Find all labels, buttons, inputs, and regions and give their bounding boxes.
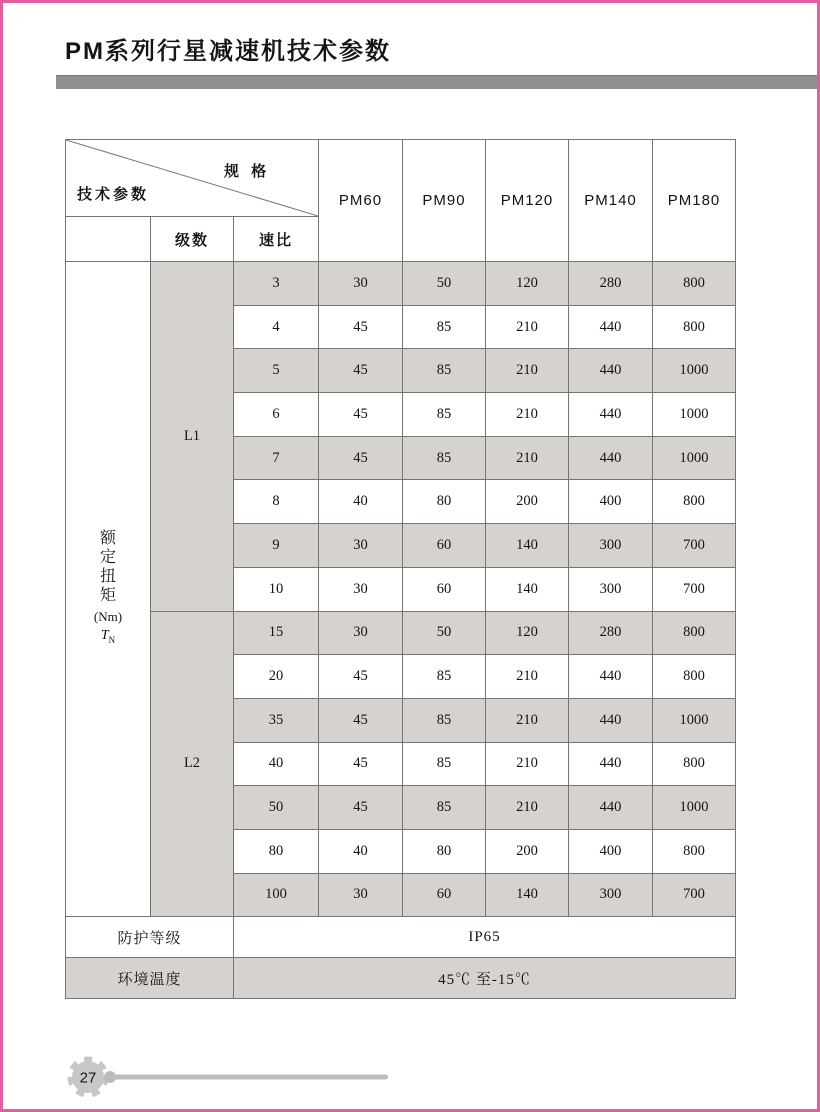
torque-value-cell: 210 <box>486 698 569 742</box>
torque-value-cell: 440 <box>569 786 653 830</box>
torque-value-cell: 210 <box>486 786 569 830</box>
torque-value-cell: 30 <box>319 567 403 611</box>
torque-value-cell: 45 <box>319 698 403 742</box>
summary-label-cell: 环境温度 <box>66 958 234 999</box>
torque-value-cell: 140 <box>486 873 569 917</box>
torque-value-cell: 440 <box>569 698 653 742</box>
spec-table-head <box>66 140 736 262</box>
footer-line <box>110 1075 388 1080</box>
torque-value-cell: 40 <box>319 480 403 524</box>
torque-value-cell: 210 <box>486 305 569 349</box>
torque-value-cell: 800 <box>653 611 736 655</box>
spec-table-body <box>66 262 736 999</box>
torque-value-cell: 50 <box>403 611 486 655</box>
torque-value-cell: 85 <box>403 655 486 699</box>
torque-value-cell: 700 <box>653 873 736 917</box>
ratio-cell: 10 <box>234 567 319 611</box>
torque-value-cell: 60 <box>403 567 486 611</box>
torque-value-cell: 210 <box>486 393 569 437</box>
torque-value-cell: 210 <box>486 655 569 699</box>
torque-value-cell: 800 <box>653 480 736 524</box>
torque-value-cell: 45 <box>319 742 403 786</box>
torque-value-cell: 400 <box>569 829 653 873</box>
torque-value-cell: 800 <box>653 655 736 699</box>
torque-value-cell: 300 <box>569 524 653 568</box>
diagonal-line <box>66 140 318 216</box>
header-row-1 <box>66 140 736 217</box>
summary-label-cell: 防护等级 <box>66 917 234 958</box>
spec-table <box>65 139 736 999</box>
torque-value-cell: 30 <box>319 262 403 306</box>
ratio-cell: 8 <box>234 480 319 524</box>
torque-value-cell: 30 <box>319 524 403 568</box>
model-column-header: PM120 <box>486 140 569 262</box>
torque-value-cell: 60 <box>403 873 486 917</box>
torque-value-cell: 80 <box>403 829 486 873</box>
torque-value-cell: 700 <box>653 567 736 611</box>
diagonal-header-cell <box>66 140 319 217</box>
torque-value-cell: 440 <box>569 305 653 349</box>
param-header-label: 技术参数 <box>77 186 150 203</box>
stage-header-cell: 级数 <box>151 217 234 262</box>
torque-value-cell: 280 <box>569 611 653 655</box>
torque-value-cell: 700 <box>653 524 736 568</box>
summary-value-cell: IP65 <box>234 917 736 958</box>
torque-value-cell: 200 <box>486 480 569 524</box>
torque-value-cell: 45 <box>319 393 403 437</box>
ratio-cell: 50 <box>234 786 319 830</box>
torque-value-cell: 50 <box>403 262 486 306</box>
torque-value-cell: 300 <box>569 873 653 917</box>
stage-group-cell: L2 <box>151 611 234 917</box>
torque-value-cell: 1000 <box>653 393 736 437</box>
torque-value-cell: 85 <box>403 436 486 480</box>
summary-value-cell: 45℃ 至-15℃ <box>234 958 736 999</box>
spec-header-label: 规 格 <box>224 163 271 180</box>
ratio-cell: 15 <box>234 611 319 655</box>
torque-value-cell: 800 <box>653 262 736 306</box>
title-underline-bar <box>56 75 817 89</box>
model-column-header: PM90 <box>403 140 486 262</box>
page-title: PM系列行星减速机技术参数 <box>65 38 391 65</box>
torque-value-cell: 800 <box>653 305 736 349</box>
torque-value-cell: 60 <box>403 524 486 568</box>
torque-value-cell: 45 <box>319 436 403 480</box>
torque-value-cell: 85 <box>403 349 486 393</box>
ratio-cell: 3 <box>234 262 319 306</box>
ratio-cell: 100 <box>234 873 319 917</box>
torque-value-cell: 1000 <box>653 349 736 393</box>
torque-value-cell: 440 <box>569 742 653 786</box>
torque-value-cell: 30 <box>319 873 403 917</box>
torque-value-cell: 440 <box>569 436 653 480</box>
ratio-cell: 5 <box>234 349 319 393</box>
torque-value-cell: 80 <box>403 480 486 524</box>
torque-value-cell: 140 <box>486 524 569 568</box>
torque-value-cell: 440 <box>569 349 653 393</box>
ratio-cell: 4 <box>234 305 319 349</box>
torque-value-cell: 1000 <box>653 786 736 830</box>
torque-value-cell: 210 <box>486 436 569 480</box>
page-number: 27 <box>79 1069 97 1087</box>
torque-value-cell: 440 <box>569 655 653 699</box>
page-footer <box>53 1043 473 1107</box>
stage-group-cell: L1 <box>151 262 234 612</box>
torque-value-cell: 120 <box>486 611 569 655</box>
torque-value-cell: 140 <box>486 567 569 611</box>
torque-value-cell: 45 <box>319 349 403 393</box>
torque-value-cell: 300 <box>569 567 653 611</box>
summary-row <box>66 958 736 999</box>
torque-value-cell: 800 <box>653 829 736 873</box>
ratio-cell: 7 <box>234 436 319 480</box>
model-column-header: PM140 <box>569 140 653 262</box>
torque-value-cell: 1000 <box>653 436 736 480</box>
torque-value-cell: 440 <box>569 393 653 437</box>
model-column-header: PM180 <box>653 140 736 262</box>
torque-value-cell: 210 <box>486 742 569 786</box>
torque-value-cell: 85 <box>403 742 486 786</box>
torque-value-cell: 210 <box>486 349 569 393</box>
ratio-cell: 6 <box>234 393 319 437</box>
torque-value-cell: 280 <box>569 262 653 306</box>
torque-value-cell: 800 <box>653 742 736 786</box>
ratio-cell: 35 <box>234 698 319 742</box>
torque-value-cell: 40 <box>319 829 403 873</box>
torque-value-cell: 45 <box>319 655 403 699</box>
ratio-cell: 40 <box>234 742 319 786</box>
torque-value-cell: 45 <box>319 786 403 830</box>
table-row <box>66 262 736 306</box>
ratio-cell: 20 <box>234 655 319 699</box>
torque-value-cell: 200 <box>486 829 569 873</box>
torque-label-cell: 额 定 扭 矩 (Nm) $T_N$ <box>66 262 151 917</box>
ratio-header-cell: 速比 <box>234 217 319 262</box>
torque-value-cell: 120 <box>486 262 569 306</box>
torque-value-cell: 85 <box>403 305 486 349</box>
empty-header-cell <box>66 217 151 262</box>
summary-row <box>66 917 736 958</box>
torque-value-cell: 400 <box>569 480 653 524</box>
ratio-cell: 80 <box>234 829 319 873</box>
model-column-header: PM60 <box>319 140 403 262</box>
torque-value-cell: 30 <box>319 611 403 655</box>
torque-value-cell: 85 <box>403 786 486 830</box>
torque-value-cell: 1000 <box>653 698 736 742</box>
torque-value-cell: 45 <box>319 305 403 349</box>
torque-value-cell: 85 <box>403 698 486 742</box>
ratio-cell: 9 <box>234 524 319 568</box>
torque-value-cell: 85 <box>403 393 486 437</box>
table-row <box>66 611 736 655</box>
